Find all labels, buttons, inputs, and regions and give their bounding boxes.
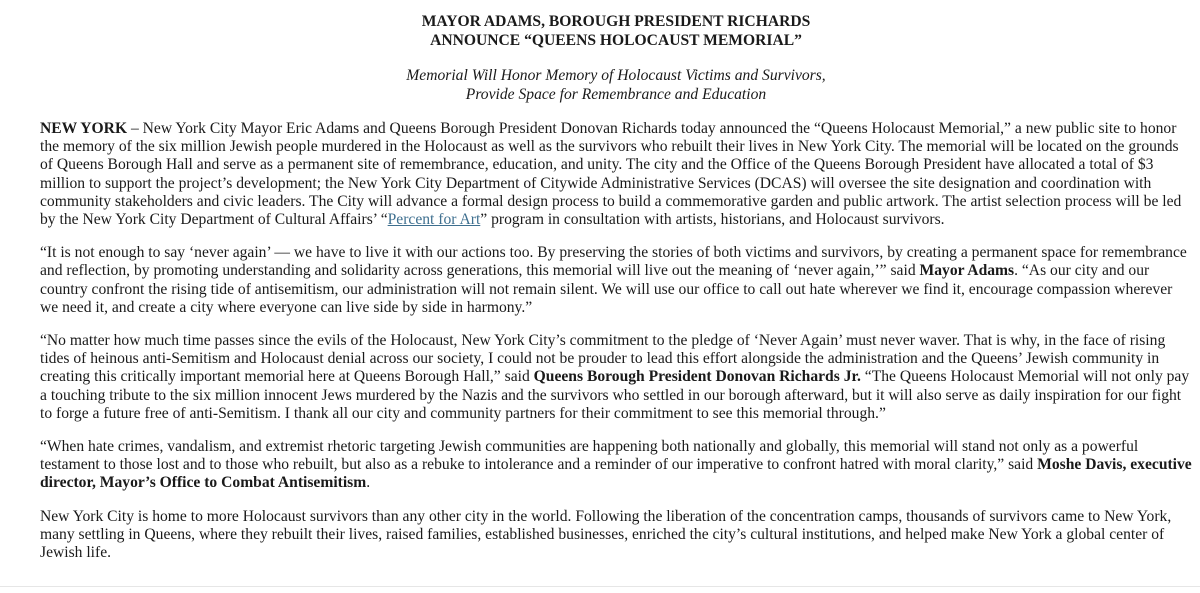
paragraph-announcement — [40, 120, 1192, 229]
headline-line-2: ANNOUNCE “QUEENS HOLOCAUST MEMORIAL” — [430, 32, 802, 49]
speaker-mayor: Mayor Adams — [919, 262, 1015, 280]
dateline: NEW YORK — [40, 120, 128, 137]
paragraph-mayor-quote — [40, 244, 1192, 317]
mayor-quote-text-a: “It is not enough to say ‘never again’ — we have to live it with our actions too. By preserving the stories of both victims and survivors, by creating a permanent space for remembrance and reflection, by promoting understanding and solidarity across generations, this memorial will live out the meaning of ‘never again,’” said — [40, 244, 1187, 280]
bp-quote-text-b: “The Queens Holocaust Memorial will not only pay a touching tribute to the six million innocent Jews murdered by the Nazis and the survivors who settled in our borough afterward, but it will also serve as daily inspiration for our fight to forge a future free of anti-Semitism. I thank all our city and community partners for their commitment to see this memorial through.” — [40, 368, 1190, 422]
speaker-borough-president: Queens Borough President Donovan Richards Jr. — [533, 368, 861, 386]
headline — [40, 12, 1192, 50]
paragraph-borough-president-quote — [40, 332, 1192, 423]
announcement-text-a: – New York City Mayor Eric Adams and Queens Borough President Donovan Richards today announced the “Queens Holocaust Memorial,” a new public site to honor the memory of the six million Jewish people murdered in the Holocaust as well as the survivors who rebuilt their lives in New York City. The memorial will be located on the grounds of Queens Borough Hall and serve as a permanent site of remembrance, education, and unity. The city and the Office of the Queens Borough President have allocated a total of $3 million to support the project’s development; the New York City Department of Citywide Administrative Services (DCAS) will oversee the site designation and coordination with community stakeholders and civic leaders. The City will advance a formal design process to build a commemorative garden and public artwork. The artist selection process will be led by the New York City Department of Cultural Affairs’ “ — [40, 120, 1182, 229]
paragraph-background — [40, 508, 1192, 563]
paragraph-davis-quote — [40, 438, 1192, 493]
subheadline — [40, 66, 1192, 104]
announcement-text-b: ” program in consultation with artists, historians, and Holocaust survivors. — [480, 211, 945, 229]
speaker-davis: Moshe Davis, executive director, Mayor’s Office to Combat Antisemitism — [40, 456, 1192, 492]
background-text: New York City is home to more Holocaust survivors than any other city in the world. Following the liberation of the concentration camps, thousands of survivors came to New York, many settling in Queens, where they rebuilt their lives, raised families, established businesses, enriched the city’s cultural institutions, and helped make New York a global center of Jewish life. — [40, 507, 1172, 562]
bp-quote-text-a: “No matter how much time passes since the evils of the Holocaust, New York City’s commitment to the pledge of ‘Never Again’ must never waver. That is why, in the face of rising tides of heinous anti-Semitism and Holocaust denial across our society, I could not be prouder to lead this effort alongside the administration and the Queens’ Jewish community in creating this critically important memorial here at Queens Borough Hall,” said — [40, 332, 1166, 386]
subheadline-line-2: Provide Space for Remembrance and Education — [465, 86, 767, 103]
mayor-quote-text-b: . “As our city and our country confront the rising tide of antisemitism, our administration will not remain silent. We will use our office to call out hate wherever we find it, encourage compassion wherever we need it, and create a city where everyone can live side by side in harmony.” — [40, 262, 1173, 316]
subheadline-line-1: Memorial Will Honor Memory of Holocaust Victims and Survivors, — [406, 67, 826, 84]
bottom-divider — [0, 586, 1200, 587]
percent-for-art-link[interactable]: Percent for Art — [387, 211, 481, 229]
davis-quote-text-b: . — [366, 474, 371, 492]
headline-line-1: MAYOR ADAMS, BOROUGH PRESIDENT RICHARDS — [421, 13, 811, 30]
press-release — [40, 12, 1192, 562]
davis-quote-text-a: “When hate crimes, vandalism, and extremist rhetoric targeting Jewish communities are happening both nationally and globally, this memorial will stand not only as a powerful testament to those lost and to those who rebuilt, but also as a rebuke to intolerance and a reminder of our imperative to confront hatred with moral clarity,” said — [40, 438, 1139, 474]
